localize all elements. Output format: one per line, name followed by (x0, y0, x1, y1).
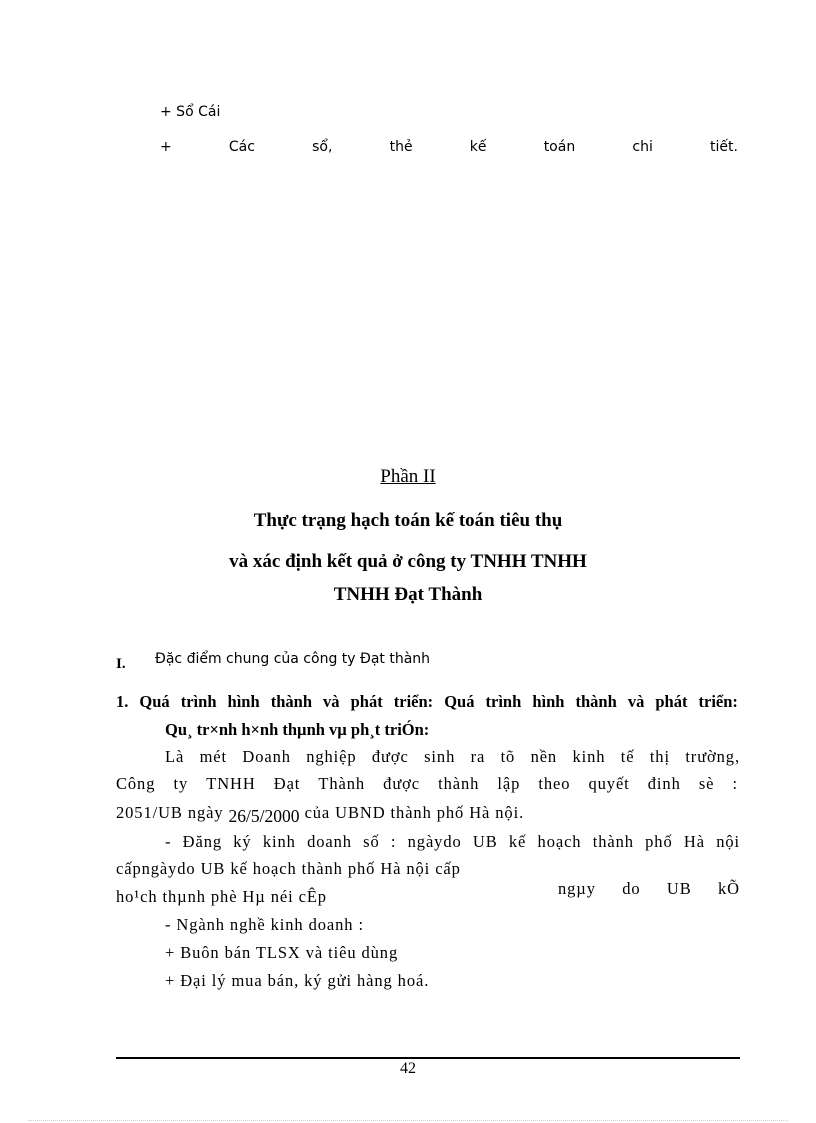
paragraph-1-line-1-word: sinh (424, 747, 456, 766)
paragraph-1-line-1-word: tõ (500, 747, 516, 766)
subsection-title-word: triển: (393, 692, 434, 711)
detail-ledger-word: tiết. (710, 139, 738, 155)
paragraph-2-line-1-word: nội (716, 832, 740, 851)
paragraph-1-line-1-word: nền (530, 747, 558, 766)
page-number: 42 (400, 1060, 416, 1077)
paragraph-1-line-2-word: lập (497, 774, 521, 793)
paragraph-2-line-1-word: - (165, 832, 172, 851)
paragraph-1-line-2-word: thành (438, 774, 480, 793)
paragraph-1-line-1-word: trường, (685, 747, 740, 766)
detail-ledger-word: chi (632, 139, 653, 155)
paragraph-1-line-1-word: nghiệp (306, 747, 357, 766)
business-line-2: + Đại lý mua bán, ký gửi hàng hoá. (165, 971, 430, 990)
paragraph-1-line-2-word: quyết (588, 774, 630, 793)
subsection-title-word: trình (180, 692, 217, 711)
paragraph-1-line-1-word: mét (199, 747, 228, 766)
paragraph-2-line-1-word: kinh (262, 832, 296, 851)
subsection-title-word: phát (350, 692, 383, 711)
paragraph-2-line-1-word: thành (592, 832, 634, 851)
subsection-title (116, 692, 738, 712)
detail-ledger-word: + (160, 139, 172, 155)
subsection-title-word: hình (532, 692, 565, 711)
part-label: Phần II (380, 466, 436, 487)
section-title: Đặc điểm chung của công ty Đạt thành (155, 651, 431, 667)
paragraph-1-line-1 (165, 747, 740, 767)
detail-ledger-word: kế (469, 139, 487, 155)
paragraph-1-line-2-word: Công (116, 774, 156, 793)
paragraph-2-line-1-word: ngàydo (407, 832, 462, 851)
paragraph-2-line-1-word: doanh (307, 832, 352, 851)
paragraph-1-line-1-word: kinh (572, 747, 606, 766)
paragraph-1-line-1-word: thị (649, 747, 670, 766)
subsection-title-word: Quá (444, 692, 475, 711)
paragraph-2-line-1-word: phố (645, 832, 673, 851)
paragraph-1-line-2-word: được (383, 774, 421, 793)
paragraph-2-line-1-word: Hà (683, 832, 705, 851)
paragraph-2-line-1-word: Đăng (182, 832, 223, 851)
business-lines-heading: - Ngành nghề kinh doanh : (165, 915, 364, 934)
part-title-line-3: TNHH Đạt Thành (333, 584, 483, 605)
paragraph-1-line-1-word: được (371, 747, 409, 766)
paragraph-2-line-1-word: ký (233, 832, 252, 851)
subsection-title-word: thành (270, 692, 312, 711)
detail-ledger-word: Các (228, 139, 255, 155)
paragraph-2-line-1-word: : (390, 832, 397, 851)
detail-ledger-word: toán (543, 139, 576, 155)
ledger-line: + Sổ Cái (160, 104, 221, 120)
detail-ledger-word: sổ, (312, 139, 333, 155)
subsection-title-word: phát (655, 692, 688, 711)
paragraph-2-line-1-word: UB (472, 832, 498, 851)
paragraph-2-line-1 (165, 832, 740, 852)
subsection-title-word: 1. (116, 692, 129, 711)
paragraph-2-line-2: cấpngàydo UB kế hoạch thành phố Hà nội cấp ngµy do UB kÕ (116, 859, 740, 898)
paragraph-1-line-1-word: Là (165, 747, 185, 766)
subsection-title-word: thành (575, 692, 617, 711)
paragraph-1-line-2-word: Đạt (273, 774, 301, 793)
subsection-title-word: Quá (139, 692, 170, 711)
subsection-title-word: triển: (698, 692, 738, 711)
paragraph-1-line-3: 2051/UB ngày 26/5/2000 của UBND thành phố Hà nội. (116, 803, 525, 826)
business-line-1: + Buôn bán TLSX và tiêu dùng (165, 943, 399, 962)
page-bottom-border (28, 1120, 788, 1121)
section-number: I. (116, 656, 126, 672)
detail-ledger-line (160, 139, 738, 155)
detail-ledger-word: thẻ (389, 139, 413, 155)
paragraph-1-line-2-word: ty (173, 774, 189, 793)
part-title-line-2: và xác định kết quả ở công ty TNHH TNHH (229, 551, 587, 572)
subsection-title-word: hình (227, 692, 260, 711)
paragraph-1-line-2 (116, 774, 738, 794)
subsection-title-word: trình (485, 692, 522, 711)
footer-rule (116, 1057, 740, 1059)
paragraph-2-line-1-word: hoạch (537, 832, 582, 851)
paragraph-1-line-1-word: ra (470, 747, 486, 766)
paragraph-1-line-1-word: tế (620, 747, 635, 766)
paragraph-1-line-2-word: theo (538, 774, 571, 793)
paragraph-1-line-1-word: Doanh (242, 747, 291, 766)
subsection-title-word: và (323, 692, 340, 711)
paragraph-1-line-2-word: sè (698, 774, 715, 793)
paragraph-1-line-2-word: : (732, 774, 738, 793)
paragraph-2-line-1-word: kế (508, 832, 527, 851)
paragraph-2-line-1-word: số (363, 832, 380, 851)
part-title-line-1: Thực trạng hạch toán kế toán tiêu thụ (253, 510, 563, 531)
subsection-title-word: và (627, 692, 645, 711)
paragraph-1-line-2-word: TNHH (206, 774, 256, 793)
paragraph-2-line-3: ho¹ch thµnh phè Hµ néi cÊp (116, 887, 327, 906)
paragraph-1-line-2-word: đinh (647, 774, 681, 793)
paragraph-1-line-2-word: Thành (318, 774, 366, 793)
subsection-garbled-title: Qu¸ tr×nh h×nh thµnh vµ ph¸t triÓn: (165, 720, 430, 739)
